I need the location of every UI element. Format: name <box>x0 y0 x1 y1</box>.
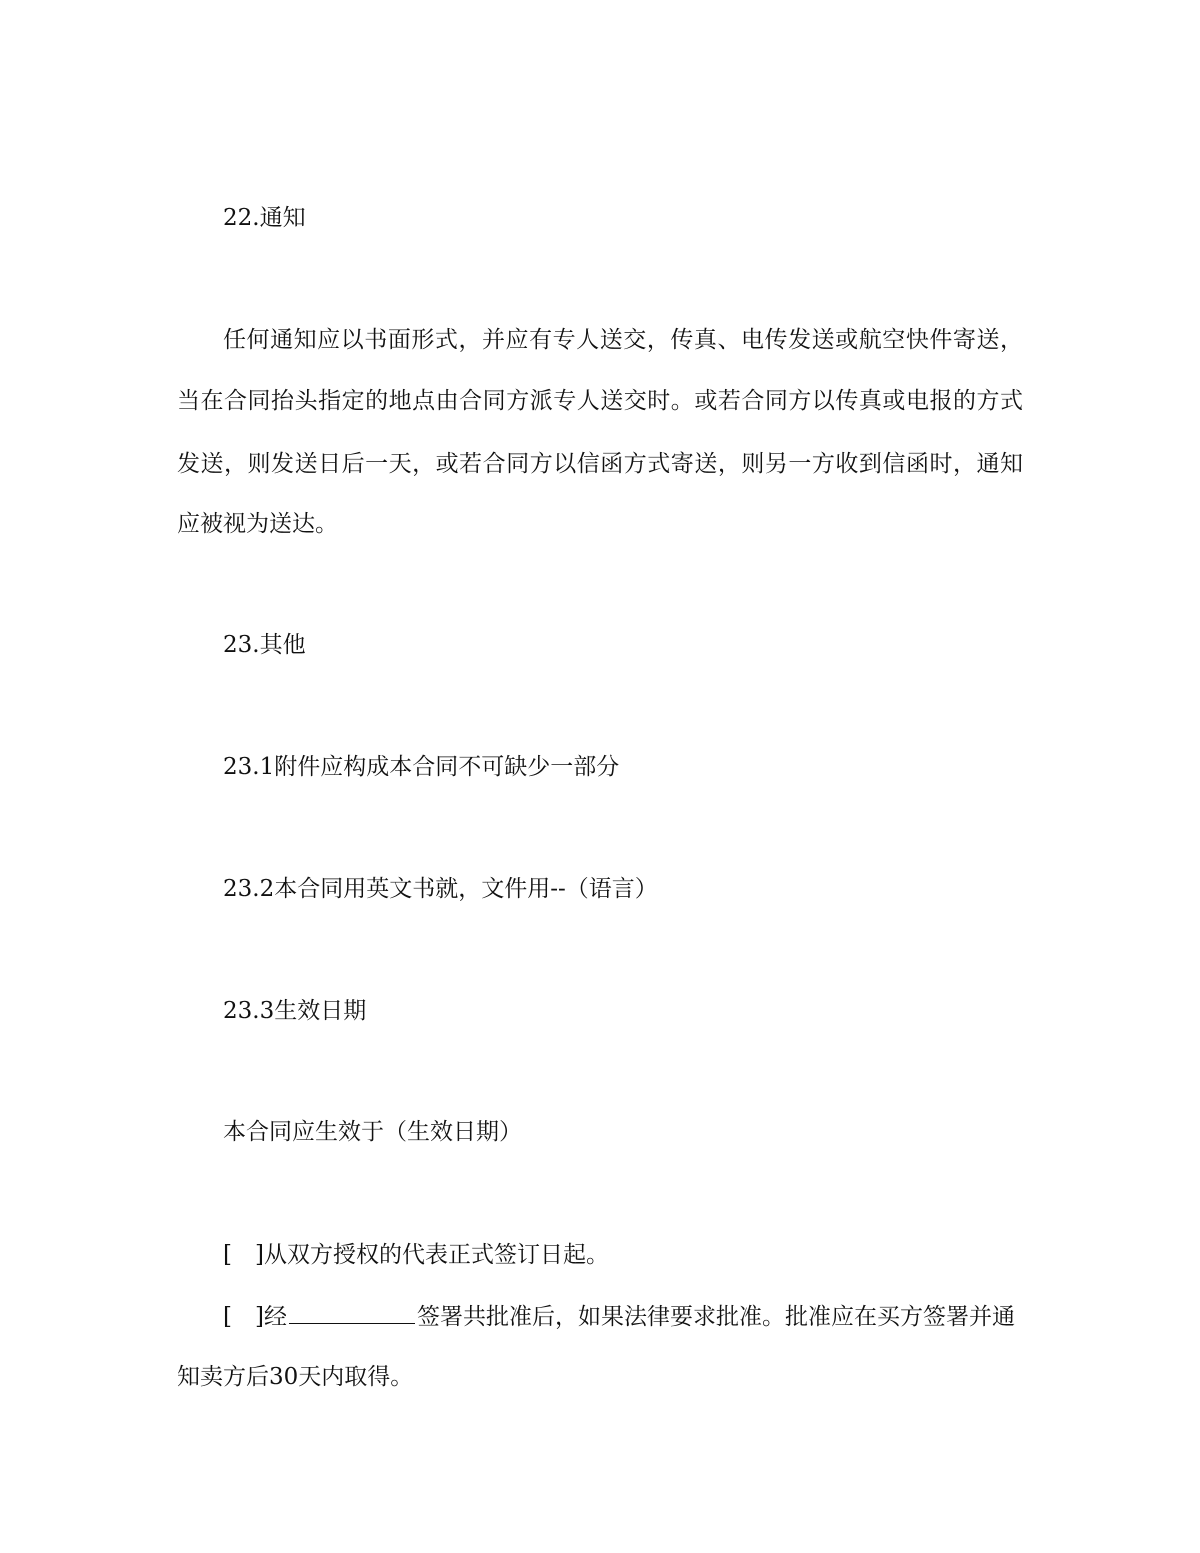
section-22-paragraph-line-3: 发送，则发送日后一天，或若合同方以信函方式寄送，则另一方收到信函时，通知 <box>177 451 1023 477</box>
section-22-heading: 22.通知 <box>223 205 306 231</box>
option-2-prefix: 经 <box>263 1304 287 1330</box>
effective-option-2-continuation: 知卖方后30天内取得。 <box>177 1364 414 1390</box>
section-23-item-2: 23.2本合同用英文书就，文件用--（语言） <box>223 876 658 902</box>
effective-date-intro: 本合同应生效于（生效日期） <box>223 1119 522 1145</box>
section-23-heading: 23.其他 <box>223 632 306 658</box>
effective-option-1 <box>223 1240 609 1270</box>
option-2-checkbox: [ ] <box>223 1304 264 1330</box>
section-23-item-1: 23.1附件应构成本合同不可缺少一部分 <box>223 754 620 780</box>
section-23-item-3: 23.3生效日期 <box>223 998 367 1024</box>
option-2-suffix: 签署共批准后，如果法律要求批准。批准应在买方签署并通 <box>416 1304 1015 1330</box>
approval-authority-blank <box>289 1301 415 1324</box>
effective-option-2 <box>223 1301 1015 1332</box>
option-1-text: 从双方授权的代表正式签订日起。 <box>263 1242 609 1268</box>
section-22-paragraph-line-2: 当在合同抬头指定的地点由合同方派专人送交时。或若合同方以传真或电报的方式 <box>177 388 1023 414</box>
section-22-paragraph-line-1: 任何通知应以书面形式，并应有专人送交，传真、电传发送或航空快件寄送， <box>223 327 1023 353</box>
option-1-checkbox: [ ] <box>223 1242 264 1268</box>
section-22-paragraph-line-4: 应被视为送达。 <box>177 511 338 537</box>
